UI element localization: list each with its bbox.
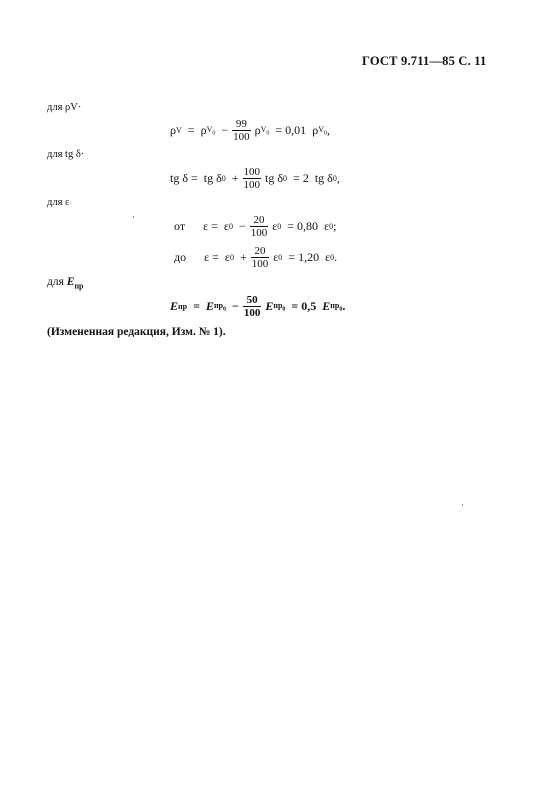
- label-prefix: для: [47, 149, 63, 160]
- term-sub2: 0: [212, 130, 216, 137]
- lhs: ε =: [204, 250, 219, 264]
- label-symbol: ρV·: [65, 102, 82, 113]
- fraction: [251, 245, 270, 270]
- term: ε: [224, 250, 230, 264]
- term: ρ: [200, 123, 207, 137]
- term: E: [205, 299, 214, 313]
- term-sub: 0: [278, 253, 283, 262]
- operator: +: [231, 171, 239, 185]
- equals: =: [187, 123, 195, 137]
- denominator: 100: [250, 227, 268, 239]
- term-sub: V: [260, 124, 267, 134]
- label-symbol: E: [66, 276, 75, 288]
- range-word: до: [174, 250, 187, 264]
- term: tg δ: [314, 171, 333, 185]
- term: ε: [324, 219, 330, 233]
- numerator: 20: [253, 214, 265, 226]
- term-sub: 0: [277, 222, 282, 231]
- result: = 0,01: [275, 123, 307, 137]
- lhs: ε =: [203, 219, 218, 233]
- operator: −: [232, 299, 239, 313]
- punctuation: ,: [336, 171, 340, 185]
- label-tg: [47, 149, 84, 160]
- fraction: [243, 166, 262, 191]
- term: ρ: [254, 123, 261, 137]
- numerator: 99: [235, 118, 247, 130]
- label-rho: [47, 102, 81, 113]
- punctuation: .: [342, 299, 346, 313]
- label-symbol: ε: [65, 197, 70, 208]
- label-prefix: для: [47, 197, 63, 208]
- term-sub: 0: [228, 222, 233, 231]
- label-prefix: для: [47, 102, 63, 113]
- term-sub: V: [318, 124, 324, 134]
- term-sub2: 0: [223, 306, 226, 313]
- term-sub2: 0: [323, 130, 327, 137]
- term-sub: 0: [229, 253, 234, 262]
- lhs-sub: V: [176, 126, 182, 135]
- stray-dot: ·: [461, 500, 464, 510]
- range-word: от: [174, 219, 186, 233]
- term-sub: V: [206, 124, 213, 134]
- term-sub2: 0: [266, 130, 270, 137]
- term-sub: 0: [221, 174, 226, 183]
- term: E: [265, 299, 274, 313]
- denominator: 100: [243, 179, 261, 191]
- label-epr: [47, 276, 84, 290]
- label-eps: [47, 197, 69, 208]
- fraction: [250, 214, 269, 239]
- label-prefix: для: [47, 276, 64, 288]
- label-sub: пр: [74, 281, 84, 291]
- term-sub2: 0: [339, 306, 343, 313]
- fraction: [232, 118, 251, 143]
- formula-tg: [170, 166, 340, 191]
- numerator: 100: [243, 166, 261, 178]
- amendment-note: (Измененная редакция, Изм. № 1).: [47, 326, 226, 338]
- lhs: E: [170, 299, 179, 313]
- formula-eps-to: [174, 245, 337, 270]
- denominator: 100: [233, 131, 250, 143]
- term-sub: пр: [213, 300, 223, 310]
- term: tg δ: [203, 171, 222, 185]
- term: tg δ: [265, 171, 284, 185]
- lhs: tg δ =: [170, 171, 198, 185]
- term-sub: 0: [329, 222, 334, 231]
- term: E: [322, 299, 331, 313]
- punctuation: ;: [333, 219, 337, 233]
- term-sub: пр: [330, 300, 340, 310]
- formula-rho: [170, 118, 330, 143]
- fraction: [243, 294, 262, 319]
- term-sub: 0: [330, 253, 335, 262]
- stray-dot: ·: [132, 212, 135, 222]
- lhs: ρ: [170, 123, 176, 137]
- term: ε: [272, 219, 278, 233]
- term: ε: [223, 219, 229, 233]
- term-sub: 0: [332, 174, 337, 183]
- term-sub: пр: [273, 300, 283, 310]
- term-sub: 0: [283, 174, 288, 183]
- equals: =: [193, 299, 200, 313]
- operator: +: [239, 250, 247, 264]
- punctuation: ,: [326, 123, 330, 137]
- result: = 1,20: [288, 250, 320, 264]
- numerator: 20: [254, 245, 266, 257]
- term: ε: [325, 250, 331, 264]
- term-sub2: 0: [282, 306, 286, 313]
- formula-eps-from: [174, 214, 336, 239]
- term: ε: [273, 250, 279, 264]
- label-symbol: tg δ·: [65, 149, 85, 160]
- term: ρ: [312, 123, 319, 137]
- page-header: ГОСТ 9.711—85 С. 11: [362, 54, 487, 68]
- operator: −: [238, 219, 246, 233]
- operator: −: [221, 123, 229, 137]
- numerator: 50: [246, 294, 258, 306]
- result: = 2: [293, 171, 309, 185]
- denominator: 100: [243, 307, 261, 319]
- result: = 0,80: [287, 219, 319, 233]
- denominator: 100: [251, 258, 269, 270]
- punctuation: .: [334, 250, 338, 264]
- lhs-sub: пр: [178, 302, 188, 311]
- result: = 0,5: [291, 299, 317, 313]
- formula-epr: [170, 294, 345, 319]
